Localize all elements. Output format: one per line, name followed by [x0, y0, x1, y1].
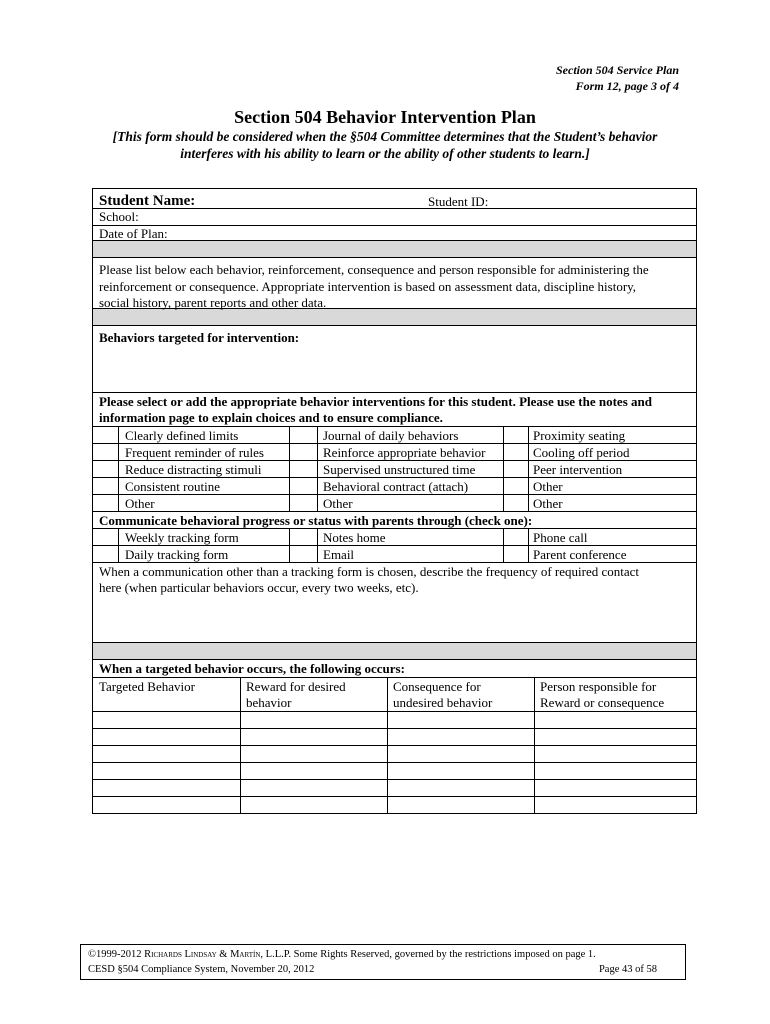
- form-reference-line1: Section 504 Service Plan: [556, 63, 679, 77]
- column-person-responsible-line2: Reward or consequence: [540, 695, 665, 710]
- table-row[interactable]: [93, 779, 696, 796]
- column-targeted-behavior: Targeted Behavior: [99, 679, 195, 694]
- column-reward-line2: behavior: [246, 695, 292, 710]
- page-number: Page 43 of 58: [598, 964, 657, 975]
- intervention-checkbox[interactable]: [503, 426, 528, 511]
- targeted-table-heading: When a targeted behavior occurs, the following occurs:: [99, 661, 405, 676]
- option-cooling-off-period: Cooling off period: [533, 445, 630, 460]
- behavior-plan-form: [92, 188, 697, 814]
- form-reference: [556, 62, 679, 94]
- frequency-instructions-line1: When a communication other than a tracking form is chosen, describe the frequency of required contact: [99, 564, 640, 579]
- table-row[interactable]: [93, 745, 696, 762]
- frequency-instructions-line2[interactable]: here (when particular behaviors occur, every two weeks, etc).: [99, 580, 419, 595]
- option-frequent-reminder: Frequent reminder of rules: [125, 445, 264, 460]
- interventions-heading-line1: Please select or add the appropriate behavior interventions for this student. Please use the notes and: [99, 394, 652, 409]
- instructions-line2: reinforcement or consequence. Appropriate intervention is based on assessment data, discipline history,: [99, 279, 637, 294]
- option-email: Email: [323, 547, 355, 562]
- table-row[interactable]: [93, 728, 696, 745]
- table-row[interactable]: [93, 711, 696, 728]
- option-behavioral-contract: Behavioral contract (attach): [323, 479, 469, 494]
- option-weekly-tracking-form: Weekly tracking form: [125, 530, 239, 545]
- option-supervised-unstructured-time: Supervised unstructured time: [323, 462, 476, 477]
- copyright-prefix: ©1999-2012: [88, 949, 142, 960]
- shaded-separator: [93, 240, 696, 257]
- option-consistent-routine: Consistent routine: [125, 479, 220, 494]
- copyright-suffix: , L.L.P. Some Rights Reserved, governed by the restrictions imposed on page 1.: [260, 949, 596, 960]
- option-reduce-distracting-stimuli: Reduce distracting stimuli: [125, 462, 262, 477]
- student-id-label: Student ID:: [428, 194, 489, 209]
- column-person-responsible-line1: Person responsible for: [540, 679, 657, 694]
- school-label[interactable]: School:: [99, 209, 139, 224]
- option-daily-tracking-form: Daily tracking form: [125, 547, 229, 562]
- intervention-checkbox[interactable]: [93, 426, 118, 511]
- interventions-heading-line2: information page to explain choices and to ensure compliance.: [99, 410, 443, 425]
- communication-checkbox[interactable]: [503, 528, 528, 562]
- communication-checkbox[interactable]: [289, 528, 317, 562]
- option-other[interactable]: Other: [533, 479, 563, 494]
- column-consequence-line2: undesired behavior: [393, 695, 493, 710]
- copyright-line: [88, 947, 596, 962]
- page-subtitle: [80, 128, 690, 162]
- option-journal-daily-behaviors: Journal of daily behaviors: [323, 428, 459, 443]
- communication-checkbox[interactable]: [93, 528, 118, 562]
- option-clearly-defined-limits: Clearly defined limits: [125, 428, 239, 443]
- option-proximity-seating: Proximity seating: [533, 428, 626, 443]
- option-other[interactable]: Other: [533, 496, 563, 511]
- page-title: Section 504 Behavior Intervention Plan: [234, 107, 536, 127]
- table-row[interactable]: [93, 762, 696, 779]
- option-parent-conference: Parent conference: [533, 547, 627, 562]
- communicate-heading: Communicate behavioral progress or status with parents through (check one):: [99, 513, 533, 528]
- option-notes-home: Notes home: [323, 530, 386, 545]
- firm-name: Richards Lindsay & Martín: [144, 949, 261, 960]
- date-of-plan-label[interactable]: Date of Plan:: [99, 226, 168, 241]
- intervention-checkbox[interactable]: [289, 426, 317, 511]
- column-reward-line1: Reward for desired: [246, 679, 346, 694]
- page-footer: [80, 944, 686, 980]
- option-peer-intervention: Peer intervention: [533, 462, 623, 477]
- column-consequence-line1: Consequence for: [393, 679, 481, 694]
- behaviors-targeted-label[interactable]: Behaviors targeted for intervention:: [99, 330, 300, 345]
- option-phone-call: Phone call: [533, 530, 588, 545]
- student-name-label: Student Name:: [99, 193, 196, 209]
- shaded-separator: [93, 642, 696, 659]
- table-row[interactable]: [93, 796, 696, 813]
- option-other[interactable]: Other: [125, 496, 155, 511]
- instructions-line1: Please list below each behavior, reinforcement, consequence and person responsible for administering the: [99, 262, 649, 277]
- instructions-line3: social history, parent reports and other data.: [99, 295, 327, 310]
- form-reference-line2: Form 12, page 3 of 4: [575, 79, 679, 93]
- option-reinforce-appropriate-behavior: Reinforce appropriate behavior: [323, 445, 486, 460]
- option-other[interactable]: Other: [323, 496, 353, 511]
- system-line: CESD §504 Compliance System, November 20, 2012: [88, 964, 315, 975]
- subtitle-line2: interferes with his ability to learn or the ability of other students to learn.]: [180, 146, 590, 161]
- subtitle-line1: [This form should be considered when the §504 Committee determines that the Student’s behavior: [112, 129, 658, 144]
